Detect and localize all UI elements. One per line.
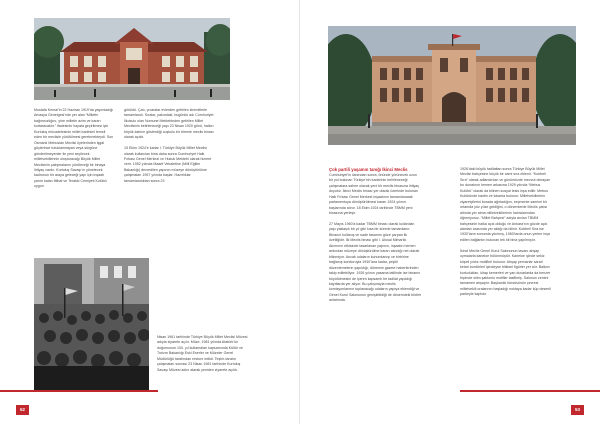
left-column-2 — [124, 108, 216, 248]
photo-historical-crowd — [34, 258, 149, 391]
left-column-1 — [34, 108, 114, 248]
paragraph: 15 Ekim 1924’e kadar I. Türkiye Büyük Millet Meclisi olarak kullanılan bina daha sonra Cumhuriyet Halk Fırkası Genel Merkezi ve Hukuk Mektebi olarak hizmet verir. 1952 yılında Maarif Vekaletine (Milli Eğitim Bakanlığı) devredilen yapının müzeye dönüştürülme çalışmaları 1957 yılında başlar. Hazırlıklar tamamlandıktan sonra 23 — [124, 146, 212, 183]
left-column-3 — [157, 335, 251, 395]
right-column-1 — [329, 167, 421, 402]
page-number-left: 52 — [16, 405, 29, 415]
paragraph: görüldü. Çatı, çıvaralar evlerden getirilen kiremitlerle tamamlandı. Sıralar, yakındaki, bugünkü adı Cumhuriyet İlkokulu olan Numune Mektebinden getirilen Millet Meclisinin belirleneceği yapı 23 Nisan 1920 günü, halkın büyük katılım gösterdiği coşkulu bir törenle meclis binası olarak açıldı. — [124, 108, 214, 140]
paragraph: Cumhuriyet’in ilanından sonra, önünde yürünecek uzun bir yol bulunan Türkiye’nin kaderinin belirleneceği çalışmalara sahne olacak yeni bir meclis binasına ihtiyaç duyulur. İkinci Meclis binası yer olarak üzerinde bulunan Halk Fırkası Genel Merkezi inşaatının tamamlanarak parlamentoya dönüştürülmesi kararı 1924 yılının başlarında alınır. 18 Ekim 1924 tarihinde TBMM yeni binasına yerleşir. — [329, 173, 420, 216]
photo-second-parliament-building — [328, 26, 576, 145]
paragraph: Nisan 1961 tarihinde Türkiye Büyük Millet Meclisi Müzesi adıyla ziyarete açılır. Müze, 1981 yılında Atatürk’ün doğumunun 100. yıl kutlamaları kapsamında Kültür ve Turizm Bakanlığı Eski Eserler ve Müzeler Genel Müdürlüğü tarafından restore edildi. Teşhir-tanzim çalışmaları sonrası 23 Nisan 1981 tarihinde Kurtuluş Savaşı Müzesi adını alarak yeniden ziyarete açıldı. — [157, 335, 248, 372]
paragraph: Mustafa Kemal’in 22 Haziran 1919’da yayımladığı Amasya Genelgesi’nde yer alan “Milletin bağımsızlığını, yine milletin azim ve kararı kurtaracaktır.” ifadesinin hayata geçirilmesi için Kurtuluş mücadelesinin millet iradesini temsil eden bir meclisle yürütülmesi gerekmekteydi. Son Osmanlı Mebusları Meclisi üyelerinden işgal güçlerince tutuklanmayan veya sürgüne gönderilmeyenler ile yeni seçilecek milletvekillerinin oluşturacağı Büyük Millet Meclisinin çalışmalarını yürüteceği bir binaya ihtiyaç vardır. Kurtuluş Savaşı’nı yönetecek kadronun bir araya geleceği yapı için inşaatı yarım kalan İttihat ve Terakki Cemiyeti Kulübü uygun — [34, 108, 114, 189]
red-accent-bar — [0, 390, 158, 392]
section-heading: Çok partili yaşamın tanığı İkinci Meclis — [329, 167, 408, 172]
paragraph: 1926’daki büyük tadilattan sonra Türkiye Büyük Millet Meclisi bahçesine küçük bir cami sıra eklenir. “Kubbeli Sıra” olarak adlandırılan ve günümüzde mevcut olmayan bu donatının hemen arkasına 1929 yılında “Mebus Kulübü” olarak da bilinen sosyal tesis inşa edilir. Mebus Kulübünde kantin ve lokanta bulunur. Milletvekillerinin ziyaretçilerini burada ağırladığını, seçmente samimi bir ortamda yüz yüze geldiğini, o dönemlerde Meclis çatısı altında yer alma milletvekillerinin hatıralarından öğreniyoruz. “Millet Bahçesi” adıyla anılan TBMM bahçesinin halka açık olduğu ve Ankara’nın gözde açık alanları arasında yer aldığı da bilinir. Kubbeli Sıra ise 1930’ların sonunda yıkılmış, 1960’larda onun yerine inşa edilen bağlantın bulunan tek kit bina yapılmıştır. — [460, 167, 551, 242]
page-number-right: 53 — [571, 405, 584, 415]
red-accent-bar — [460, 390, 600, 392]
right-page — [300, 0, 600, 424]
right-column-2 — [460, 167, 552, 402]
paragraph: İkinci Meclis Genel Kurul Salonunun tavanı ahşap oymalarla kaneloe bölünmüştür. Kaneloe içinde sekiz köşeli yıldız motifleri bulunur. Ahşap pervazlar sarari ketari bordürleri içindeyse bitkisel figürler yer alır. Balkon korkulukları, kitap kemerleri ve yan duvarlarda da benzer biçimde silim şablonlu motifler tasfilmiş. Salonun zemini tamamen ahşaptır. Başkanlık kürsüsünün çevresi milletvekili oralarının başladığı noktaya kadar küp desenli parkeyle kaplıdır. — [460, 248, 551, 297]
paragraph: 27 Mayıs 1960’a kadar TBMM binası olarak kullanılan yapı yaklaşık bir yıl gibi kısa bir sürede tamamlanır. Binanın kullanış ve sade tasarımı göze çarpan ilk özelliğidir. İlk Meclis binası gibi I. Ulusal Mimarlık Akımının etkisinde tasarlanan yapının, inşaatın hemen ardından müzeye dönüştürülme kararı alındığı net olarak bilinmiyor. Ancak odaların konumlanışı ve birbirine bağlanış koridoruyla 1930’lara kadar, çeşitli düzenlemelerin yapıldığı, dönemin gazete haberlerinden takip edilebiliyor. 1926 yılının yasama tatilinde ise binanın büyütülmesini de içeren kapsamlı bir tadilat yapıldığı kayıtlarda yer alıyor. Bu çalışmayla meclis komisyonlarının toplanacağı odaların yapıya eklendiği ve Genel Kurul Salonunun genişletildiği de dönemdeki bildirir anlatımda. — [329, 222, 421, 303]
photo-first-parliament-building — [34, 18, 230, 100]
